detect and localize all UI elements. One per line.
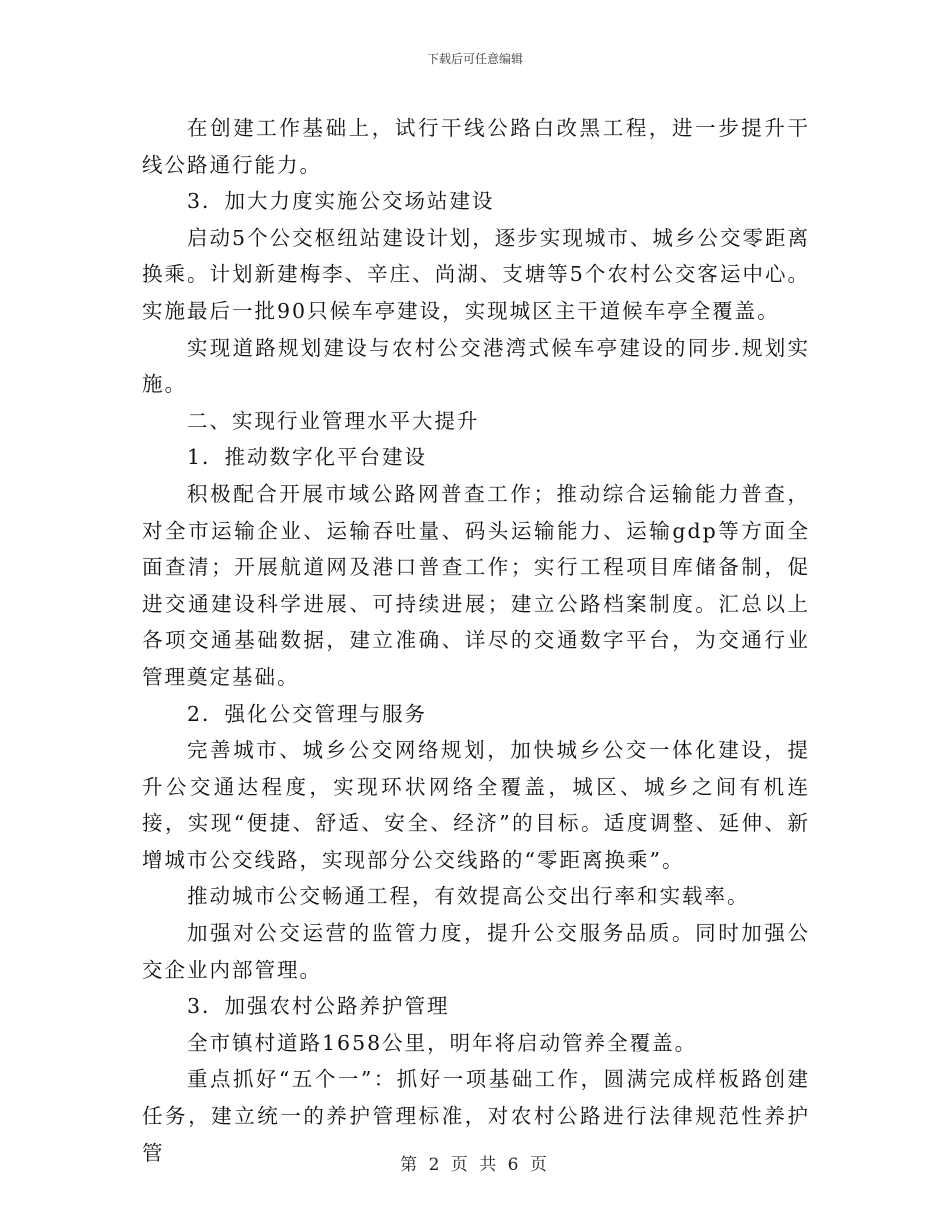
header-note: 下载后可任意编辑 xyxy=(426,52,523,66)
paragraph: 完善城市、城乡公交网络规划，加快城乡公交一体化建设，提升公交通达程度，实现环状网络全覆盖，城区、城乡之间有机连接，实现“便捷、舒适、安全、经济”的目标。适度调整、延伸、新增城市公交线路，实现部分公交线路的“零距离换乘”。 xyxy=(142,738,810,872)
paragraph: 重点抓好“五个一”：抓好一项基础工作，圆满完成样板路创建任务，建立统一的养护管理标准，对农村公路进行法律规范性养护管 xyxy=(142,1067,810,1165)
paragraph: 推动城市公交畅通工程，有效提高公交出行率和实载率。 xyxy=(187,884,750,909)
paragraph: 加强对公交运营的监管力度，提升公交服务品质。同时加强公交企业内部管理。 xyxy=(142,921,810,982)
page-number-label: 第 2 页 共 6 页 xyxy=(400,1155,550,1175)
paragraph: 启动5个公交枢纽站建设计划，逐步实现城市、城乡公交零距离换乘。计划新建梅李、辛庄、尚湖、支塘等5个农村公交客运中心。实施最后一批90只候车亭建设，实现城区主干道候车亭全覆盖。 xyxy=(142,225,810,323)
section-heading: 3．加强农村公路养护管理 xyxy=(187,994,450,1019)
paragraph: 实现道路规划建设与农村公交港湾式候车亭建设的同步.规划实施。 xyxy=(142,335,810,397)
section-heading: 1．推动数字化平台建设 xyxy=(187,445,428,470)
section-heading: 3．加大力度实施公交场站建设 xyxy=(187,189,495,214)
chapter-heading: 二、实现行业管理水平大提升 xyxy=(187,408,480,433)
paragraph: 积极配合开展市域公路网普查工作；推动综合运输能力普查，对全市运输企业、运输吞吐量、码头运输能力、运输gdp等方面全面查清；开展航道网及港口普查工作；实行工程项目库储备制，促进交通建设科学进展、可持续进展；建立公路档案制度。汇总以上各项交通基础数据，建立准确、详尽的交通数字平台，为交通行业管理奠定基础。 xyxy=(142,481,810,689)
paragraph-continuation: 在创建工作基础上，试行干线公路白改黑工程，进一步提升干线公路通行能力。 xyxy=(142,116,810,177)
page-footer xyxy=(0,1150,950,1175)
paragraph: 全市镇村道路1658公里，明年将启动管养全覆盖。 xyxy=(187,1030,698,1055)
section-heading: 2．强化公交管理与服务 xyxy=(187,701,428,726)
document-body xyxy=(142,110,810,1171)
